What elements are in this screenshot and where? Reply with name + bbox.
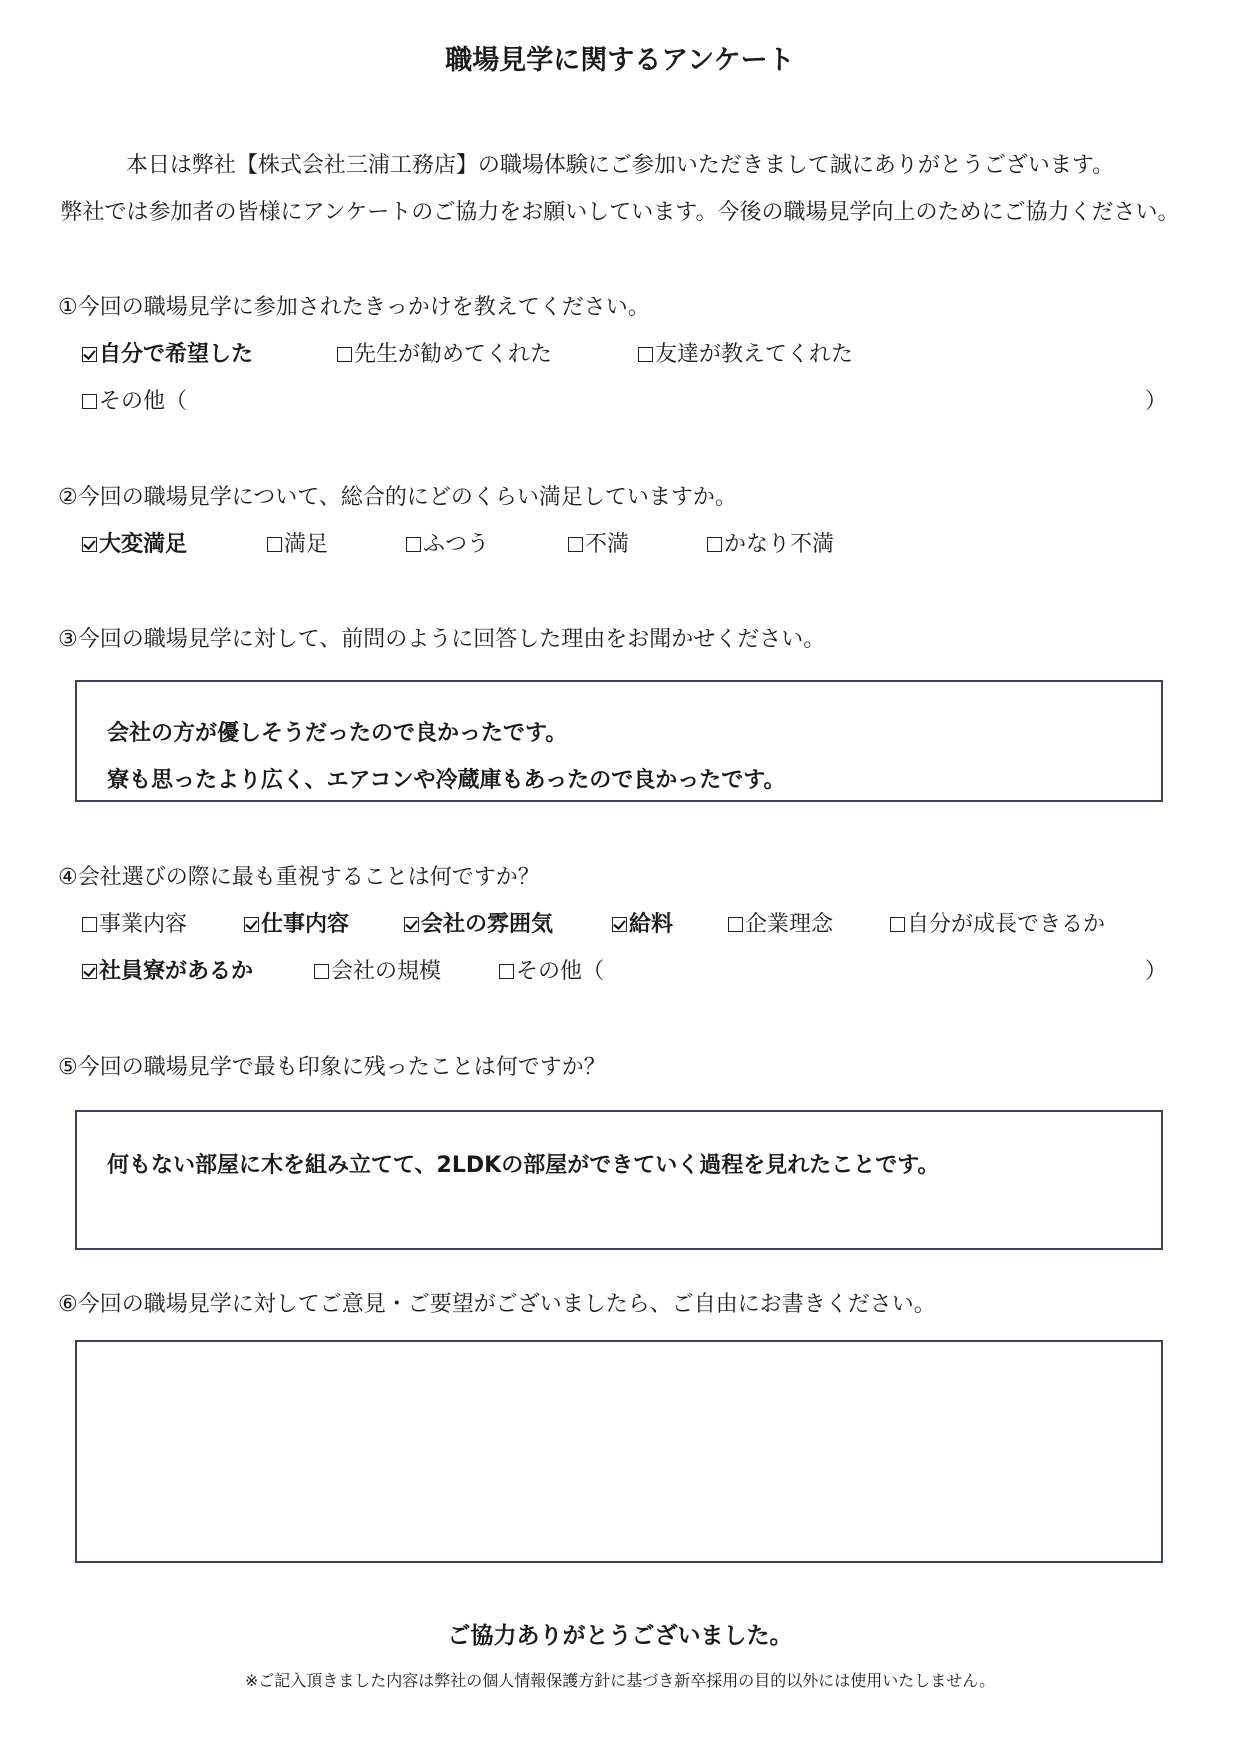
q2-option-label: 不満: [585, 532, 630, 557]
q6-answer-box[interactable]: [75, 1340, 1163, 1563]
q1-option-label: 友達が教えてくれた: [655, 342, 854, 367]
checkbox-icon[interactable]: [404, 917, 419, 932]
checkbox-icon[interactable]: [568, 537, 583, 552]
q2-option-satisfied[interactable]: [267, 527, 328, 558]
checkbox-icon[interactable]: [499, 964, 514, 979]
checkbox-icon[interactable]: [82, 347, 97, 362]
q4-option-atmosphere[interactable]: [404, 907, 553, 938]
q4-option-label: 会社の雰囲気: [421, 912, 554, 937]
checkbox-icon[interactable]: [82, 964, 97, 979]
q4-option-label: その他（: [516, 959, 605, 984]
q4-option-label: 事業内容: [99, 912, 188, 937]
q1-option-self[interactable]: [82, 337, 253, 368]
q4-option-growth[interactable]: [890, 907, 1105, 938]
q1-option-label: その他（: [99, 389, 188, 414]
q2-option-very-satisfied[interactable]: [82, 527, 187, 558]
q1-option-label: 自分で希望した: [99, 342, 254, 367]
q5-answer-box[interactable]: [75, 1110, 1163, 1250]
q4-option-label: 自分が成長できるか: [907, 912, 1106, 937]
checkbox-icon[interactable]: [612, 917, 627, 932]
q4-option-job[interactable]: [244, 907, 349, 938]
q4-option-label: 社員寮があるか: [99, 959, 254, 984]
checkbox-icon[interactable]: [638, 347, 653, 362]
checkbox-icon[interactable]: [267, 537, 282, 552]
q4-option-label: 会社の規模: [331, 959, 442, 984]
q3-answer-line-2: 寮も思ったより広く、エアコンや冷蔵庫もあったので良かったです。: [107, 768, 786, 793]
q4-option-label: 給料: [629, 912, 674, 937]
q2-option-very-dissatisfied[interactable]: [707, 527, 834, 558]
q4-option-salary[interactable]: [612, 907, 673, 938]
checkbox-icon[interactable]: [82, 917, 97, 932]
q1-close-paren: ）: [1145, 389, 1168, 414]
checkbox-icon[interactable]: [337, 347, 352, 362]
q2-option-label: ふつう: [423, 532, 490, 557]
q4-option-other[interactable]: [499, 954, 604, 985]
q5-answer-line-1: 何もない部屋に木を組み立てて、2LDKの部屋ができていく過程を見れたことです。: [107, 1153, 940, 1178]
q2-option-normal[interactable]: [406, 527, 489, 558]
q3-answer-line-1: 会社の方が優しそうだったので良かったです。: [107, 721, 568, 746]
checkbox-icon[interactable]: [728, 917, 743, 932]
q1-option-teacher[interactable]: [337, 337, 552, 368]
q2-option-label: かなり不満: [724, 532, 835, 557]
q1-option-other[interactable]: [82, 384, 187, 415]
q3-answer-box[interactable]: [75, 680, 1163, 802]
question-1: ①今回の職場見学に参加されたきっかけを教えてください。: [58, 295, 650, 320]
q4-option-business[interactable]: [82, 907, 187, 938]
q4-option-label: 仕事内容: [261, 912, 350, 937]
checkbox-icon[interactable]: [82, 537, 97, 552]
checkbox-icon[interactable]: [707, 537, 722, 552]
checkbox-icon[interactable]: [406, 537, 421, 552]
intro-line-2: 弊社では参加者の皆様にアンケートのご協力をお願いしています。今後の職場見学向上のためにご協力ください。: [60, 200, 1180, 225]
checkbox-icon[interactable]: [314, 964, 329, 979]
q2-option-label: 大変満足: [99, 532, 188, 557]
intro-line-1: 本日は弊社【株式会社三浦工務店】の職場体験にご参加いただきまして誠にありがとうございます。: [125, 153, 1115, 178]
page-title: 職場見学に関するアンケート: [445, 45, 795, 76]
q4-option-label: 企業理念: [745, 912, 834, 937]
q1-option-friend[interactable]: [638, 337, 853, 368]
q4-close-paren: ）: [1145, 959, 1168, 984]
q4-option-scale[interactable]: [314, 954, 441, 985]
question-6: ⑥今回の職場見学に対してご意見・ご要望がございましたら、ご自由にお書きください。: [58, 1292, 936, 1317]
checkbox-icon[interactable]: [890, 917, 905, 932]
thanks-message: ご協力ありがとうございました。: [447, 1623, 793, 1649]
question-5: ⑤今回の職場見学で最も印象に残ったことは何ですか？: [58, 1055, 606, 1080]
checkbox-icon[interactable]: [244, 917, 259, 932]
question-2: ②今回の職場見学について、総合的にどのくらい満足していますか。: [58, 485, 737, 510]
q2-option-dissatisfied[interactable]: [568, 527, 629, 558]
question-4: ④会社選びの際に最も重視することは何ですか？: [58, 865, 540, 890]
q4-option-philosophy[interactable]: [728, 907, 833, 938]
q2-option-label: 満足: [284, 532, 329, 557]
privacy-note: ※ご記入頂きました内容は弊社の個人情報保護方針に基づき新卒採用の目的以外には使用いたしません。: [244, 1671, 996, 1690]
q4-option-dormitory[interactable]: [82, 954, 253, 985]
checkbox-icon[interactable]: [82, 394, 97, 409]
question-3: ③今回の職場見学に対して、前問のように回答した理由をお聞かせください。: [58, 627, 826, 652]
q1-option-label: 先生が勧めてくれた: [354, 342, 553, 367]
